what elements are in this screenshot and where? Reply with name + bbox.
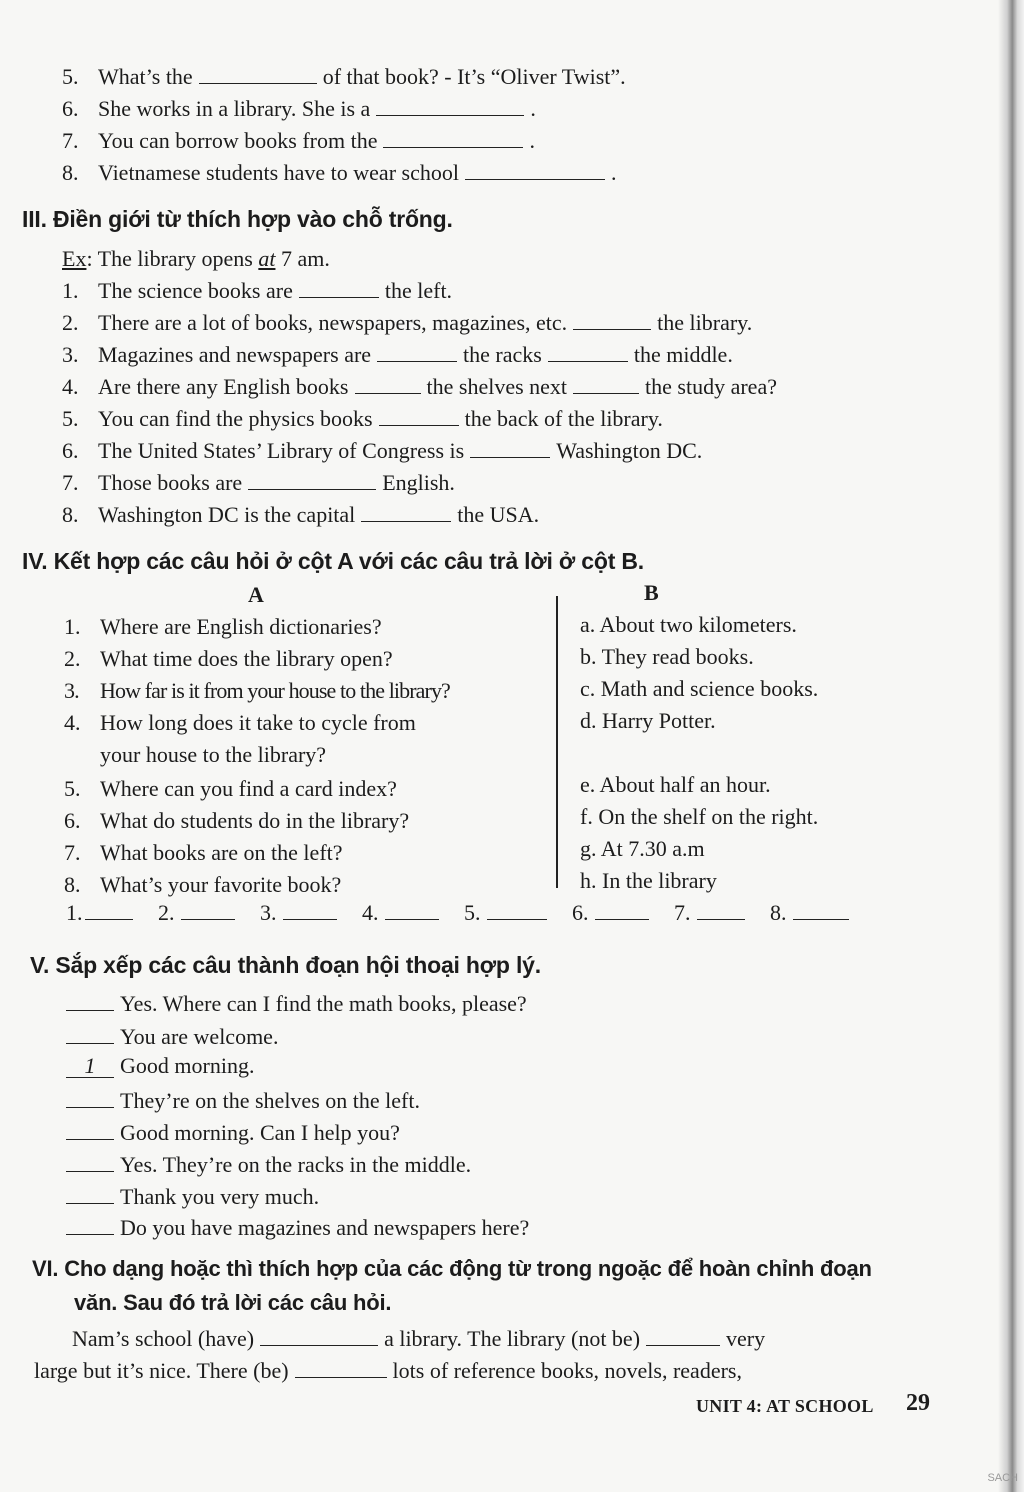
item-text: the shelves next (426, 374, 568, 399)
answer-option: h. In the library (580, 868, 717, 893)
exercise-item (62, 96, 536, 122)
item-text: the library. (657, 310, 753, 335)
section-heading: IV. Kết hợp các câu hỏi ở cột A với các câu trả lời ở cột B. (22, 548, 644, 574)
page-number: 29 (906, 1390, 930, 1416)
item-text: The science books are (98, 278, 293, 303)
item-number: 5. (62, 64, 79, 89)
slot-number: 6. (572, 900, 589, 925)
dialogue-line (66, 1085, 420, 1114)
example-text: : The library opens (86, 246, 259, 271)
paragraph-text: a library. The library (not be) (384, 1326, 641, 1351)
item-number: 4. (64, 710, 81, 735)
exercise-item (62, 310, 752, 336)
item-number: 3. (62, 342, 79, 367)
item-number: 6. (64, 808, 81, 833)
slot-number: 4. (362, 900, 379, 925)
section-heading-continued: văn. Sau đó trả lời các câu hỏi. (74, 1290, 392, 1315)
example-answer: at (258, 246, 276, 271)
paragraph-text: large but it’s nice. There (be) (34, 1358, 289, 1383)
item-text: Washington DC is the capital (98, 502, 356, 527)
item-number: 6. (62, 438, 79, 463)
question-item (64, 646, 393, 672)
item-text: of that book? - It’s “Oliver Twist”. (322, 64, 626, 89)
item-text: . (610, 160, 617, 185)
item-text: Magazines and newspapers are (98, 342, 372, 367)
slot-number: 5. (464, 900, 481, 925)
answer-blank[interactable] (355, 375, 421, 394)
item-text: the racks (463, 342, 542, 367)
dialogue-text: Yes. Where can I find the math books, please? (120, 991, 527, 1016)
answer-blank[interactable] (377, 343, 457, 362)
exercise-item (62, 64, 626, 90)
paragraph-text: very (726, 1326, 766, 1351)
answer-blank[interactable] (573, 375, 639, 394)
answer-blank[interactable] (299, 279, 379, 298)
paragraph-text: Nam’s school (have) (72, 1326, 255, 1351)
exercise-item (62, 278, 452, 304)
item-number: 6. (62, 96, 79, 121)
item-number: 1. (64, 614, 81, 639)
question-text: Where can you find a card index? (100, 776, 397, 801)
dialogue-line (66, 1212, 529, 1241)
question-text: How far is it from your house to the library? (100, 678, 450, 703)
order-blank[interactable] (66, 1021, 114, 1044)
question-text: What’s your favorite book? (100, 872, 342, 897)
answer-blank[interactable] (199, 65, 317, 84)
exercise-item (62, 128, 535, 154)
answer-option: a. About two kilometers. (580, 612, 797, 637)
order-blank[interactable] (66, 988, 114, 1011)
item-number: 7. (62, 128, 79, 153)
slot-number: 7. (674, 900, 691, 925)
dialogue-line (66, 1053, 254, 1079)
question-text: How long does it take to cycle from (100, 710, 416, 735)
answer-option: f. On the shelf on the right. (580, 804, 819, 829)
item-text: The United States’ Library of Congress is (98, 438, 465, 463)
publisher-logo: SACH (987, 1472, 1018, 1484)
item-number: 8. (62, 502, 79, 527)
dialogue-text: Yes. They’re on the racks in the middle. (120, 1152, 472, 1177)
item-text: English. (382, 470, 455, 495)
item-text: You can borrow books from the (98, 128, 378, 153)
item-text: the study area? (645, 374, 777, 399)
item-text: . (529, 128, 535, 153)
example-line (62, 246, 330, 272)
slot-number: 2. (158, 900, 175, 925)
dialogue-line (66, 1021, 278, 1050)
item-number: 5. (64, 776, 81, 801)
item-number: 1. (62, 278, 79, 303)
question-text: Where are English dictionaries? (100, 614, 382, 639)
answer-blank[interactable] (248, 471, 376, 490)
item-text: Are there any English books (98, 374, 349, 399)
paragraph-text: lots of reference books, novels, readers, (392, 1358, 742, 1383)
answer-blank[interactable] (361, 503, 451, 522)
answer-blank[interactable] (181, 901, 235, 920)
item-text: You can find the physics books (98, 406, 373, 431)
answer-blank[interactable] (85, 901, 133, 920)
answer-blank[interactable] (548, 343, 628, 362)
item-text: There are a lot of books, newspapers, magazines, etc. (98, 310, 568, 335)
section-heading: V. Sắp xếp các câu thành đoạn hội thoại hợp lý. (30, 952, 541, 978)
question-item (64, 872, 341, 898)
item-number: 8. (62, 160, 79, 185)
exercise-item (62, 374, 777, 400)
item-number: 5. (62, 406, 79, 431)
dialogue-text: They’re on the shelves on the left. (120, 1088, 420, 1113)
item-text: the back of the library. (464, 406, 663, 431)
question-item (64, 742, 326, 768)
item-text: Washington DC. (556, 438, 703, 463)
dialogue-text: Thank you very much. (120, 1184, 320, 1209)
item-text: the USA. (457, 502, 540, 527)
dialogue-text: Good morning. (120, 1053, 255, 1078)
paragraph-line (34, 1358, 742, 1384)
page-binding-edge (998, 0, 1024, 1492)
item-text: the middle. (633, 342, 733, 367)
answer-option: d. Harry Potter. (580, 708, 716, 733)
item-text: Vietnamese students have to wear school (98, 160, 459, 185)
answer-option: g. At 7.30 a.m (580, 836, 705, 861)
answer-blank[interactable] (376, 97, 524, 116)
item-text: the left. (384, 278, 453, 303)
dialogue-text: Good morning. Can I help you? (120, 1120, 400, 1145)
exercise-item (62, 470, 455, 496)
answer-blank[interactable] (383, 129, 523, 148)
order-blank[interactable] (66, 1117, 114, 1140)
order-blank[interactable] (66, 1149, 114, 1172)
question-text: What time does the library open? (100, 646, 393, 671)
item-number: 8. (64, 872, 81, 897)
answer-option: b. They read books. (580, 644, 754, 669)
item-number: 4. (62, 374, 79, 399)
item-text: . (530, 96, 536, 121)
example-label: Ex (62, 246, 87, 271)
item-number: 7. (64, 840, 81, 865)
question-text: What do students do in the library? (100, 808, 410, 833)
section-heading: III. Điền giới từ thích hợp vào chỗ trống. (22, 206, 453, 232)
column-b-header: B (644, 580, 659, 605)
dialogue-line (66, 1117, 400, 1146)
question-item (64, 678, 450, 704)
question-item (64, 776, 397, 802)
exercise-item (62, 502, 539, 528)
item-text: What’s the (98, 64, 193, 89)
question-item (64, 808, 409, 834)
answer-option: c. Math and science books. (580, 676, 819, 701)
dialogue-line (66, 988, 527, 1017)
answer-blank[interactable] (595, 901, 649, 920)
exercise-item (62, 406, 663, 432)
answer-blank[interactable] (260, 1327, 378, 1346)
item-number: 2. (62, 310, 79, 335)
item-number: 3. (64, 678, 79, 703)
slot-number: 1. (66, 900, 83, 925)
column-a-header: A (248, 582, 264, 607)
answer-blank[interactable] (385, 901, 439, 920)
dialogue-text: You are welcome. (120, 1024, 279, 1049)
item-text: Those books are (98, 470, 243, 495)
question-item (64, 614, 382, 640)
answer-blank[interactable] (283, 901, 337, 920)
order-blank[interactable] (66, 1181, 114, 1204)
example-text: 7 am. (275, 246, 330, 271)
order-blank[interactable]: 1 (66, 1055, 114, 1078)
slot-number: 8. (770, 900, 787, 925)
answer-option: e. About half an hour. (580, 772, 771, 797)
answer-blank[interactable] (697, 901, 745, 920)
item-number: 2. (64, 646, 81, 671)
dialogue-line (66, 1149, 471, 1178)
answer-blank[interactable] (793, 901, 849, 920)
item-number: 7. (62, 470, 79, 495)
answer-blank[interactable] (465, 161, 605, 180)
section-heading: VI. Cho dạng hoặc thì thích hợp của các động từ trong ngoặc để hoàn chỉnh đoạn (32, 1256, 872, 1281)
question-text: What books are on the left? (100, 840, 343, 865)
answer-blank[interactable] (646, 1327, 720, 1346)
slot-number: 3. (260, 900, 277, 925)
answer-blank[interactable] (379, 407, 459, 426)
exercise-item (62, 342, 733, 368)
exercise-item (62, 438, 702, 464)
paragraph-line (72, 1326, 765, 1352)
question-text: your house to the library? (100, 742, 327, 767)
dialogue-line (66, 1181, 319, 1210)
question-item (64, 710, 416, 736)
question-item (64, 840, 343, 866)
dialogue-text: Do you have magazines and newspapers here? (120, 1215, 530, 1240)
answer-blank[interactable] (573, 311, 651, 330)
order-blank[interactable] (66, 1212, 114, 1235)
item-text: She works in a library. She is a (98, 96, 371, 121)
answer-blank[interactable] (295, 1359, 387, 1378)
unit-footer: UNIT 4: AT SCHOOL (696, 1396, 874, 1416)
column-divider (556, 596, 558, 888)
answer-blank[interactable] (487, 901, 547, 920)
answer-blank[interactable] (470, 439, 550, 458)
exercise-item (62, 160, 616, 186)
matching-answer-row (66, 900, 869, 926)
order-blank[interactable] (66, 1085, 114, 1108)
